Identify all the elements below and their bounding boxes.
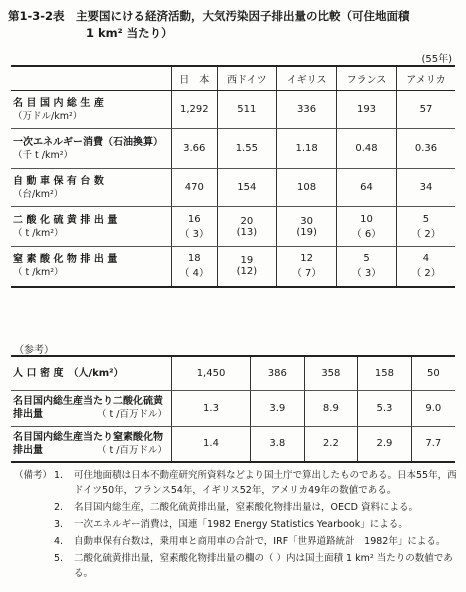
- cell-value: 16: [187, 213, 201, 225]
- note-text: 一次エネルギー消費は，国連「1982 Energy Statistics Yearbook」による。: [74, 519, 408, 530]
- note-text: 自動車保有台数は，乗用車と商用車の合計で，IRF「世界道路統計 1982年」による。: [74, 536, 446, 547]
- table-row: [11, 129, 455, 169]
- cell: 1,450: [172, 356, 251, 390]
- cell: 108: [277, 169, 337, 207]
- cell: 1.55: [217, 129, 277, 169]
- cell: 57: [396, 91, 455, 129]
- reference-label: （参考）: [14, 345, 54, 356]
- cell-paren: (12): [236, 266, 258, 278]
- column-header: フランス: [337, 66, 397, 91]
- cell: 0.48: [337, 129, 397, 169]
- cell: 9.0: [411, 390, 455, 426]
- note-number: 5.: [54, 553, 64, 564]
- cell: 336: [277, 91, 337, 129]
- note-number: 4.: [54, 536, 64, 547]
- cell: 1.18: [277, 129, 337, 169]
- note-item: [54, 551, 458, 581]
- cell-value: 5: [422, 213, 430, 225]
- row-label-text: 窒 素 酸 化 物 排 出 量: [13, 254, 118, 266]
- row-label-text: 一次エネルギー消費（石油換算）: [13, 136, 163, 148]
- row-label: [11, 390, 172, 426]
- note-item: [54, 534, 458, 549]
- cell: 193: [337, 91, 397, 129]
- note-item: [54, 517, 458, 532]
- row-label-text: 二 酸 化 硫 黄 排 出 量: [13, 214, 118, 226]
- cell-value: 18: [187, 253, 201, 265]
- title-line-2: 1 km² 当たり）: [86, 26, 173, 40]
- reference-table: [11, 355, 455, 463]
- cell-value: 4: [422, 253, 430, 265]
- cell-paren: （ 3）: [179, 228, 210, 240]
- column-header: アメリカ: [396, 66, 455, 91]
- cell: 1.4: [172, 426, 251, 462]
- cell: [396, 247, 455, 287]
- cell-paren: （ 2）: [411, 228, 441, 240]
- cell: 7.7: [411, 426, 455, 462]
- row-label: [11, 129, 172, 169]
- cell: [337, 207, 397, 247]
- cell-paren: (19): [296, 226, 317, 238]
- notes-heading: （備考）: [14, 470, 53, 481]
- cell: [396, 207, 455, 247]
- cell: [277, 247, 337, 287]
- row-label: [11, 207, 172, 247]
- cell: 1,292: [172, 91, 218, 129]
- column-header: 日 本: [172, 66, 218, 91]
- notes-list: [14, 468, 458, 581]
- cell-paren: （ 6）: [351, 228, 382, 240]
- note-text: 名目国内総生産，二酸化硫黄排出量，窒素酸化物排出量は，OECD 資料による。: [74, 502, 418, 513]
- cell: 50: [411, 356, 455, 390]
- cell: [217, 207, 277, 247]
- cell: [277, 207, 337, 247]
- cell: 511: [217, 91, 277, 129]
- row-label: [11, 91, 172, 129]
- cell-paren: （ 3）: [351, 268, 382, 280]
- cell: [217, 247, 277, 287]
- comparison-table: [11, 65, 455, 288]
- column-header: イギリス: [277, 66, 337, 91]
- row-label-text: 名目国内総生産当たり二酸化硫黄排出量: [13, 396, 163, 420]
- cell: 8.9: [304, 390, 358, 426]
- note-number: 3.: [54, 519, 64, 530]
- row-label: [11, 426, 172, 462]
- cell: 154: [217, 169, 277, 207]
- cell-paren: （ 2）: [411, 268, 441, 280]
- table-row: [11, 247, 455, 287]
- cell: 158: [358, 356, 412, 390]
- cell-paren: （ 7）: [291, 268, 322, 280]
- cell: 3.66: [172, 129, 218, 169]
- unit-label: (55年): [421, 54, 452, 65]
- cell: 34: [396, 169, 455, 207]
- table-row: [11, 356, 455, 390]
- table-row: [11, 169, 455, 207]
- row-label: [11, 169, 172, 207]
- table-row: [11, 426, 455, 462]
- cell-paren: （ 4）: [179, 268, 210, 280]
- cell-value: 10: [360, 213, 373, 225]
- cell: 358: [304, 356, 358, 390]
- table-title: [8, 8, 460, 42]
- row-label: 人 口 密 度 （人/km²）: [11, 356, 172, 390]
- notes-section: [14, 468, 458, 583]
- cell: 386: [251, 356, 305, 390]
- note-item: [54, 500, 458, 515]
- cell: 470: [172, 169, 218, 207]
- note-item: [54, 468, 458, 498]
- note-number: 1.: [54, 470, 64, 481]
- cell: [172, 207, 218, 247]
- cell-value: 19: [240, 255, 254, 267]
- cell: 64: [337, 169, 397, 207]
- cell: 3.9: [251, 390, 305, 426]
- row-unit: （ t /百万ドル）: [97, 444, 167, 456]
- row-unit: （ t /百万ドル）: [97, 409, 167, 420]
- row-unit: （千 t /km²）: [13, 149, 74, 161]
- table-row: [11, 207, 455, 247]
- table-row: [11, 390, 455, 426]
- cell-value: 30: [300, 215, 313, 227]
- cell: 0.36: [396, 129, 455, 169]
- row-unit: （ t /km²）: [13, 267, 64, 279]
- cell: 3.8: [251, 426, 305, 462]
- note-text: 二酸化硫黄排出量，窒素酸化物排出量の欄の（ ）内は国土面積 1 km² 当たりの数値である。: [74, 553, 453, 579]
- header-corner: [11, 66, 172, 91]
- row-label: [11, 247, 172, 287]
- column-header: 西ドイツ: [217, 66, 277, 91]
- cell: 5.3: [358, 390, 412, 426]
- cell: 2.9: [358, 426, 412, 462]
- cell: [172, 247, 218, 287]
- row-label-text: 名目国内総生産当たり窒素酸化物排出量: [13, 431, 163, 456]
- cell: [337, 247, 397, 287]
- header-row: [11, 66, 455, 91]
- row-label-text: 名 目 国 内 総 生 産: [13, 97, 104, 109]
- row-unit: （万ドル/km²）: [13, 110, 83, 122]
- row-label-text: 自 動 車 保 有 台 数: [13, 175, 104, 187]
- cell: 2.2: [304, 426, 358, 462]
- table-row: [11, 91, 455, 129]
- cell-value: 5: [363, 253, 370, 265]
- note-text: 可住地面積は日本不動産研究所資料などより国土庁で算出したものである。日本55年，西ドイツ50年，フランス54年，イギリス52年，アメリカ49年の数値である。: [74, 470, 457, 496]
- row-unit: （台/km²）: [13, 188, 64, 200]
- cell-value: 20: [240, 215, 254, 227]
- title-line-1: 第1-3-2表 主要国にける経済活動，大気汚染因子排出量の比較（可住地面積: [8, 9, 410, 23]
- cell-paren: (13): [236, 226, 258, 238]
- cell: 1.3: [172, 390, 251, 426]
- note-number: 2.: [54, 502, 64, 513]
- cell-value: 12: [300, 253, 313, 265]
- row-unit: （ t /km²）: [13, 227, 64, 239]
